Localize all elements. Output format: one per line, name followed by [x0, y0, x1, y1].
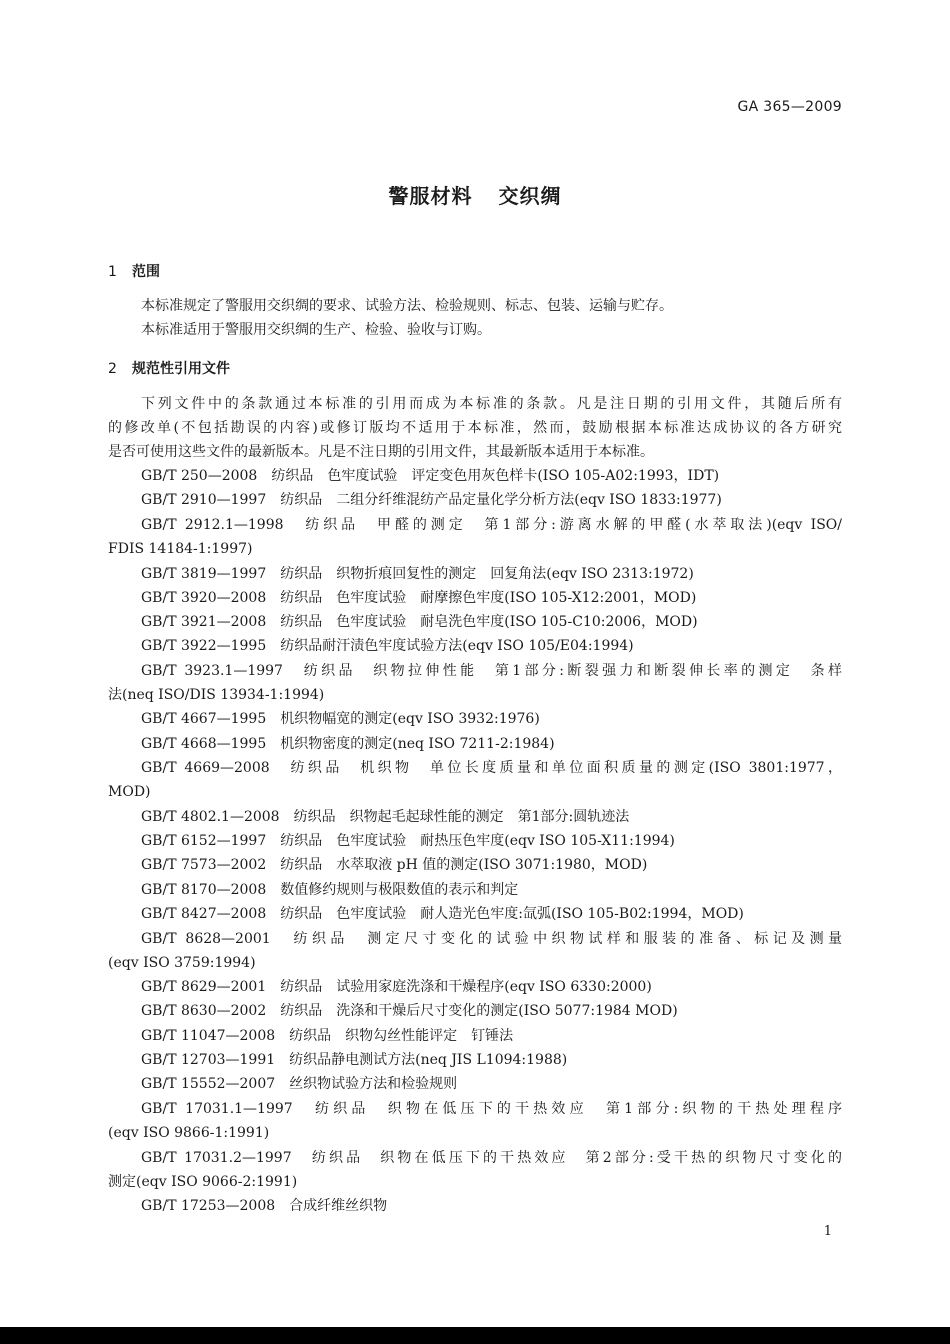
- reference-item: GB/T 3923.1—1997 纺织品 织物拉伸性能 第1部分:断裂强力和断裂伸长率的测定 条样: [141, 663, 842, 679]
- reference-item-continuation: 测定(eqv ISO 9066-2:1991): [108, 1174, 298, 1190]
- refs-intro-line-2: 的修改单(不包括勘误的内容)或修订版均不适用于本标准，然而，鼓励根据本标准达成协议的各方研究: [108, 420, 842, 436]
- section-title: 规范性引用文件: [132, 361, 230, 377]
- title-part-2: 交织绸: [498, 184, 562, 208]
- section-heading-scope: [108, 261, 160, 281]
- standard-number: GA 365—2009: [737, 99, 842, 115]
- reference-item: GB/T 3819—1997 纺织品 织物折痕回复性的测定 回复角法(eqv ISO 2313:1972): [141, 566, 694, 582]
- reference-item: GB/T 3920—2008 纺织品 色牢度试验 耐摩擦色牢度(ISO 105-X12:2001，MOD): [141, 590, 697, 606]
- reference-item: GB/T 4667—1995 机织物幅宽的测定(eqv ISO 3932:1976): [141, 711, 540, 727]
- reference-item: GB/T 15552—2007 丝织物试验方法和检验规则: [141, 1076, 458, 1092]
- reference-item: GB/T 4802.1—2008 纺织品 织物起毛起球性能的测定 第1部分:圆轨迹法: [141, 809, 630, 825]
- refs-intro-line-1: 下列文件中的条款通过本标准的引用而成为本标准的条款。凡是注日期的引用文件，其随后所有: [141, 396, 842, 412]
- refs-intro-line-3: 是否可使用这些文件的最新版本。凡是不注日期的引用文件，其最新版本适用于本标准。: [108, 444, 654, 460]
- reference-item: GB/T 7573—2002 纺织品 水萃取液 pH 值的测定(ISO 3071:1980，MOD): [141, 857, 648, 873]
- document-title: [0, 180, 950, 209]
- reference-item: GB/T 3922—1995 纺织品耐汗渍色牢度试验方法(eqv ISO 105/E04:1994): [141, 638, 634, 654]
- reference-item: GB/T 250—2008 纺织品 色牢度试验 评定变色用灰色样卡(ISO 105-A02:1993，IDT): [141, 468, 720, 484]
- reference-item: GB/T 8629—2001 纺织品 试验用家庭洗涤和干燥程序(eqv ISO 6330:2000): [141, 979, 652, 995]
- reference-item: GB/T 8630—2002 纺织品 洗涤和干燥后尺寸变化的测定(ISO 5077:1984 MOD): [141, 1003, 678, 1019]
- reference-item: GB/T 17031.1—1997 纺织品 织物在低压下的干热效应 第1部分:织物的干热处理程序: [141, 1101, 842, 1117]
- scope-paragraph-1: 本标准规定了警服用交织绸的要求、试验方法、检验规则、标志、包装、运输与贮存。: [141, 298, 673, 314]
- reference-item: GB/T 17253—2008 合成纤维丝织物: [141, 1198, 388, 1214]
- reference-item-continuation: 法(neq ISO/DIS 13934-1:1994): [108, 687, 325, 703]
- reference-item: GB/T 8427—2008 纺织品 色牢度试验 耐人造光色牢度:氙弧(ISO 105-B02:1994，MOD): [141, 906, 744, 922]
- reference-item: GB/T 6152—1997 纺织品 色牢度试验 耐热压色牢度(eqv ISO 105-X11:1994): [141, 833, 675, 849]
- reference-item: GB/T 4668—1995 机织物密度的测定(neq ISO 7211-2:1984): [141, 736, 555, 752]
- reference-item: GB/T 17031.2—1997 纺织品 织物在低压下的干热效应 第2部分:受干热的织物尺寸变化的: [141, 1150, 842, 1166]
- title-part-1: 警服材料: [388, 184, 473, 208]
- scan-edge-bar: [0, 1327, 950, 1344]
- reference-item-continuation: (eqv ISO 3759:1994): [108, 955, 256, 971]
- reference-item-continuation: FDIS 14184-1:1997): [108, 541, 253, 557]
- reference-item: GB/T 12703—1991 纺织品静电测试方法(neq JIS L1094:1988): [141, 1052, 568, 1068]
- section-number: 2: [108, 361, 117, 377]
- reference-item: GB/T 3921—2008 纺织品 色牢度试验 耐皂洗色牢度(ISO 105-C10:2006，MOD): [141, 614, 698, 630]
- reference-item: GB/T 8628—2001 纺织品 测定尺寸变化的试验中织物试样和服装的准备、标记及测量: [141, 931, 842, 947]
- reference-item: GB/T 8170—2008 数值修约规则与极限数值的表示和判定: [141, 882, 519, 898]
- section-number: 1: [108, 264, 117, 280]
- reference-item: GB/T 2912.1—1998 纺织品 甲醛的测定 第1部分:游离水解的甲醛(水萃取法)(eqv ISO/: [141, 517, 842, 533]
- reference-item-continuation: MOD): [108, 784, 151, 800]
- reference-item-continuation: (eqv ISO 9866-1:1991): [108, 1125, 270, 1141]
- page-number: 1: [823, 1224, 832, 1239]
- reference-item: GB/T 2910—1997 纺织品 二组分纤维混纺产品定量化学分析方法(eqv ISO 1833:1977): [141, 492, 722, 508]
- section-title: 范围: [132, 264, 160, 280]
- reference-item: GB/T 4669—2008 纺织品 机织物 单位长度质量和单位面积质量的测定(ISO 3801:1977，: [141, 760, 842, 776]
- reference-item: GB/T 11047—2008 纺织品 织物勾丝性能评定 钉锤法: [141, 1028, 514, 1044]
- scope-paragraph-2: 本标准适用于警服用交织绸的生产、检验、验收与订购。: [141, 322, 491, 338]
- section-heading-normative-references: [108, 358, 230, 378]
